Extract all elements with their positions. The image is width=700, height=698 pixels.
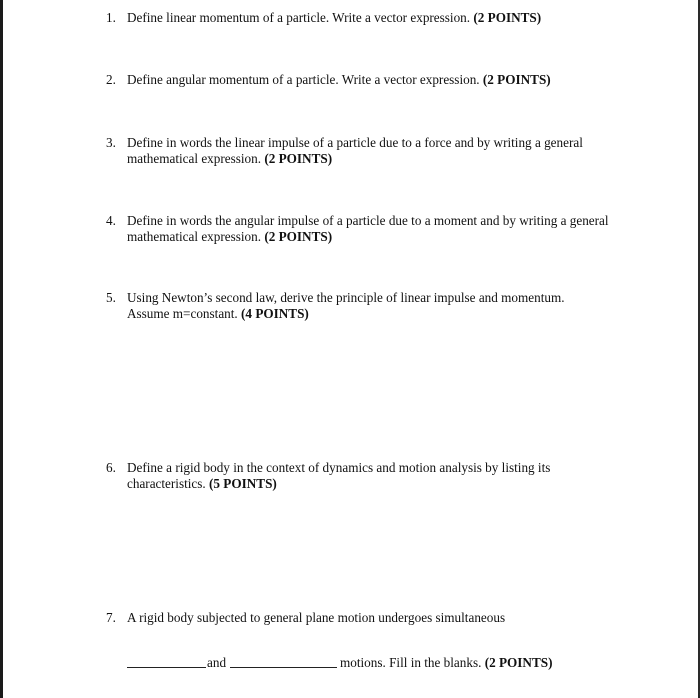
question-7 <box>106 610 616 626</box>
blank-2-line[interactable] <box>230 667 337 668</box>
fill-in-connector: and <box>207 655 227 670</box>
fill-in-points: (2 POINTS) <box>484 655 553 670</box>
question-2-number: 2. <box>106 72 116 87</box>
question-4-number: 4. <box>106 213 116 228</box>
question-3-number: 3. <box>106 135 116 150</box>
question-7-text: A rigid body subjected to general plane motion undergoes simultaneous <box>127 610 506 625</box>
question-2 <box>106 72 616 88</box>
question-6-text: Define a rigid body in the context of dynamics and motion analysis by listing its characteristics. (5 POINTS) <box>127 460 551 491</box>
question-1-text: Define linear momentum of a particle. Write a vector expression. (2 POINTS) <box>127 10 542 25</box>
question-1-number: 1. <box>106 10 116 25</box>
page-left-border <box>0 0 3 698</box>
question-4 <box>106 213 616 245</box>
fill-in-suffix: motions. Fill in the blanks. <box>340 655 482 670</box>
question-6-number: 6. <box>106 460 116 475</box>
question-4-points: (2 POINTS) <box>264 229 333 244</box>
question-5-number: 5. <box>106 290 116 305</box>
question-5-text: Using Newton’s second law, derive the principle of linear impulse and momentum. Assume m=constant. (4 POINTS) <box>127 290 565 321</box>
question-6-points: (5 POINTS) <box>209 476 277 491</box>
question-5 <box>106 290 596 322</box>
question-3-text: Define in words the linear impulse of a particle due to a force and by writing a general mathematical expression. (2 POINTS) <box>127 135 583 166</box>
question-2-text: Define angular momentum of a particle. Write a vector expression. (2 POINTS) <box>127 72 551 87</box>
question-7-number: 7. <box>106 610 116 625</box>
question-3 <box>106 135 616 167</box>
question-4-text: Define in words the angular impulse of a particle due to a moment and by writing a general mathematical expression. (2 POINTS) <box>127 213 609 244</box>
question-1-points: (2 POINTS) <box>473 10 542 25</box>
question-6 <box>106 460 586 492</box>
fill-in-suffix-group <box>340 655 552 671</box>
question-2-points: (2 POINTS) <box>482 72 551 87</box>
question-3-points: (2 POINTS) <box>264 151 333 166</box>
blank-1-line[interactable] <box>127 667 206 668</box>
question-1 <box>106 10 616 26</box>
question-5-points: (4 POINTS) <box>241 306 309 321</box>
